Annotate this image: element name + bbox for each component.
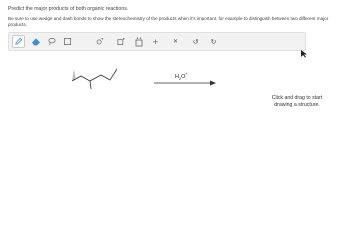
select-tool[interactable]: [61, 35, 74, 48]
undo-button[interactable]: [189, 35, 202, 48]
charge-tool[interactable]: [114, 35, 127, 48]
reactant-molecule: [72, 69, 117, 89]
atom-tool[interactable]: [93, 35, 106, 48]
lasso-icon: [47, 37, 57, 46]
template-icon: [134, 37, 144, 47]
template-tool[interactable]: [132, 35, 145, 48]
rectangle-select-icon: [63, 37, 72, 46]
reaction-arrow: [154, 81, 216, 86]
redo-icon: ↻: [210, 37, 217, 46]
redo-button[interactable]: [207, 35, 220, 48]
lasso-tool[interactable]: [45, 35, 58, 48]
question-instruction: Be sure to use wedge and dash bonds to show the stereochemistry of the products when it's important, for example to distinguish between two different major products.: [8, 16, 329, 27]
plus-icon: +: [152, 37, 159, 46]
charge-icon: [116, 37, 126, 46]
close-icon: ✕: [172, 38, 179, 45]
undo-icon: ↺: [192, 37, 199, 46]
canvas-hint-line-2: drawing a structure.: [274, 101, 320, 108]
canvas-hint-line-1: Click and drag to start: [271, 95, 323, 101]
pencil-icon: [14, 37, 23, 46]
eraser-icon: [31, 37, 41, 46]
eraser-tool[interactable]: [29, 35, 42, 48]
atom-icon: [95, 37, 105, 46]
add-button[interactable]: [149, 35, 162, 48]
reagent-label: $H_2O^+$: [175, 72, 188, 81]
canvas-hint: [262, 95, 332, 108]
question-title: Predict the major products of both organic reactions.: [8, 6, 129, 12]
drawing-toolbar: [8, 32, 306, 51]
clear-button[interactable]: [169, 35, 182, 48]
pencil-tool[interactable]: [12, 35, 25, 48]
